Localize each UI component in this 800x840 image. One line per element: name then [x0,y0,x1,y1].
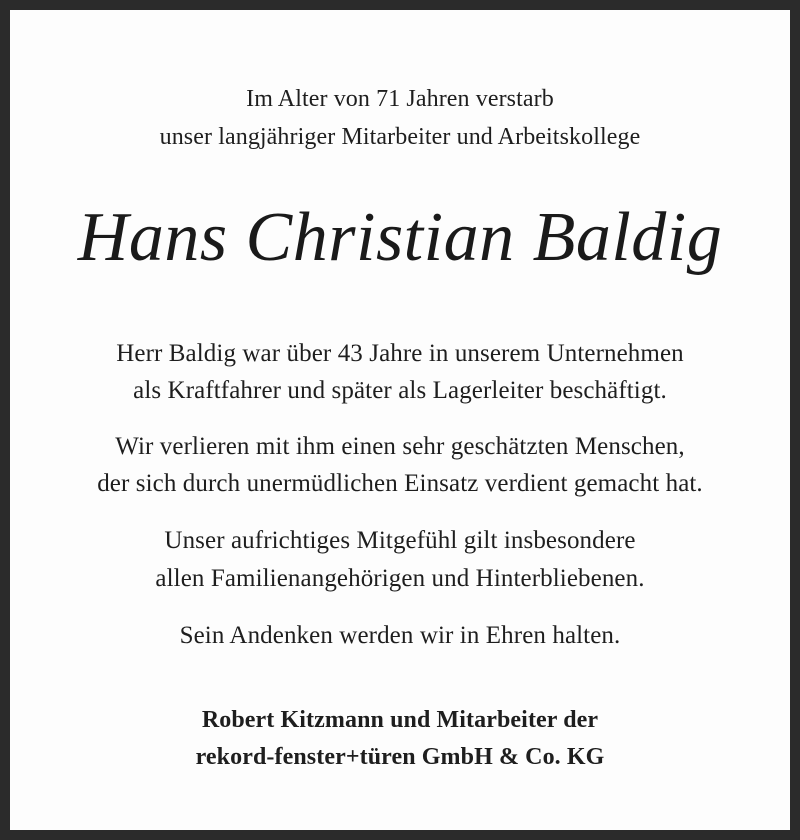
intro-line-2: unser langjähriger Mitarbeiter und Arbeitskollege [159,124,641,150]
paragraph-2-line-2: der sich durch unermüdlichen Einsatz verdient gemacht hat. [97,470,703,497]
paragraph-1-line-2: als Kraftfahrer und später als Lagerleiter beschäftigt. [133,377,667,404]
deceased-name: Hans Christian Baldig [77,199,723,276]
intro-line-1: Im Alter von 71 Jahren verstarb [246,86,554,112]
paragraph-3-line-2: allen Familienangehörigen und Hinterbliebenen. [155,565,645,592]
paragraph-4-line-1: Sein Andenken werden wir in Ehren halten. [179,622,621,649]
signature-line-2: rekord-fenster+türen GmbH & Co. KG [195,744,605,770]
paragraph-1-line-1: Herr Baldig war über 43 Jahre in unserem Unternehmen [116,340,684,367]
paragraph-3-line-1: Unser aufrichtiges Mitgefühl gilt insbesondere [164,527,636,554]
paragraph-2-line-1: Wir verlieren mit ihm einen sehr geschätzten Menschen, [115,433,685,460]
signature-line-1: Robert Kitzmann und Mitarbeiter der [201,707,599,733]
